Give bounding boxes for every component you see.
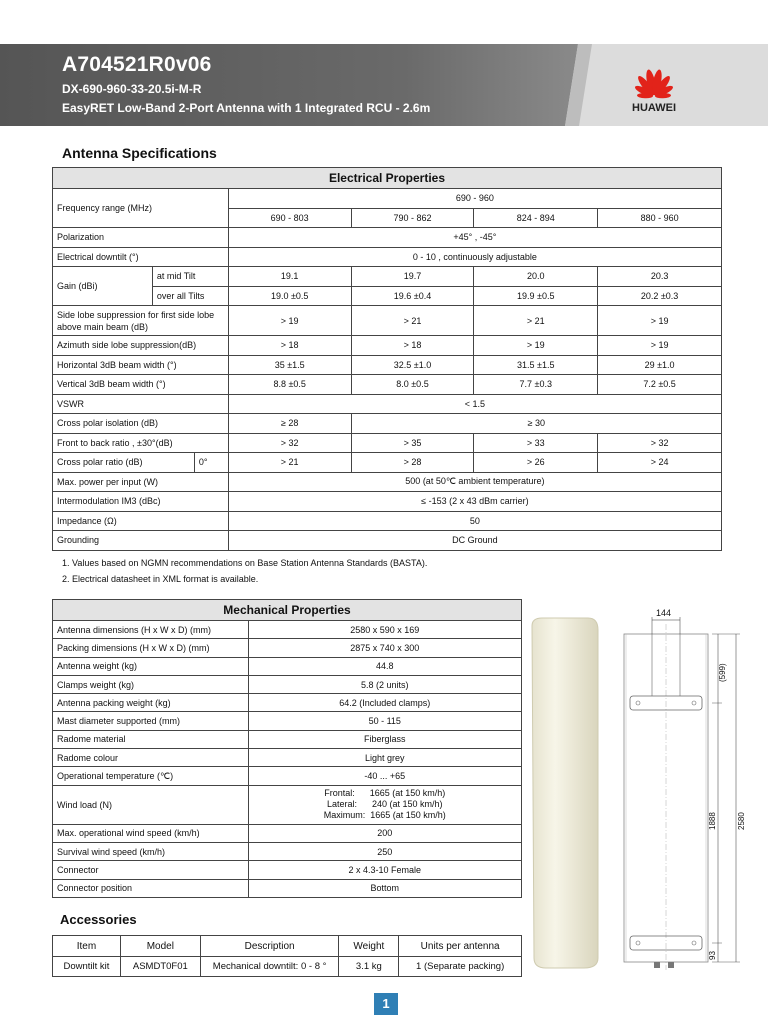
wind-maximum: Maximum: 1665 (at 150 km/h) (323, 810, 446, 821)
cell-value: > 32 (228, 433, 351, 453)
row-label: Antenna dimensions (H x W x D) (mm) (53, 621, 249, 639)
cell-value: -40 ... +65 (248, 767, 522, 785)
angle-label: 0° (194, 453, 228, 473)
cell-value: < 1.5 (228, 394, 721, 414)
table-row (53, 414, 722, 434)
row-label: Antenna weight (kg) (53, 657, 249, 675)
cell-value: ≥ 30 (351, 414, 721, 434)
table-row (53, 712, 522, 730)
table-row (53, 767, 522, 785)
cell-value: 44.8 (248, 657, 522, 675)
row-label: Front to back ratio , ±30°(dB) (53, 433, 229, 453)
table-row (53, 433, 722, 453)
cell-value: 31.5 ±1.5 (474, 355, 598, 375)
section-title-accessories: Accessories (60, 912, 137, 927)
table-row (53, 492, 722, 512)
cell-value: 7.7 ±0.3 (474, 375, 598, 395)
cell-value: 200 (248, 824, 522, 842)
product-description: EasyRET Low-Band 2-Port Antenna with 1 Integrated RCU - 2.6m (62, 101, 431, 115)
cell-value: > 21 (228, 453, 351, 473)
cell-value: 19.7 (351, 267, 474, 287)
cell-value: 2875 x 740 x 300 (248, 639, 522, 657)
col-header: Model (120, 936, 200, 957)
wind-lateral: Lateral: 240 (at 150 km/h) (326, 799, 443, 810)
row-label: Radome colour (53, 749, 249, 767)
model-number: DX-690-960-33-20.5i-M-R (62, 82, 202, 96)
cell-value: ASMDT0F01 (120, 957, 200, 977)
table-row (53, 247, 722, 267)
row-label: Gain (dBi) (53, 267, 153, 306)
cell-value: 5.8 (2 units) (248, 675, 522, 693)
cell-value: 1 (Separate packing) (399, 957, 522, 977)
col-header: Item (53, 936, 121, 957)
cell-value: 19.1 (228, 267, 351, 287)
table-row (53, 472, 722, 492)
cell-value: > 21 (474, 306, 598, 336)
electrical-properties-table (52, 167, 722, 551)
cell-value: 29 ±1.0 (598, 355, 722, 375)
dim-599-label: (599) (718, 663, 727, 682)
dim-width-label: 144 (656, 608, 672, 618)
table-row (53, 621, 522, 639)
document-id: A704521R0v06 (62, 53, 212, 76)
accessories-table (52, 935, 522, 977)
freq-total: 690 - 960 (228, 189, 721, 209)
cell-value: 35 ±1.5 (228, 355, 351, 375)
cell-value: 0 - 10 , continuously adjustable (228, 247, 721, 267)
cell-value: > 19 (598, 336, 722, 356)
row-label: Packing dimensions (H x W x D) (mm) (53, 639, 249, 657)
row-label: Horizontal 3dB beam width (°) (53, 355, 229, 375)
cell-value: 19.6 ±0.4 (351, 286, 474, 306)
row-label: Mast diameter supported (mm) (53, 712, 249, 730)
row-label: Radome material (53, 730, 249, 748)
table-row (53, 675, 522, 693)
cell-value: 20.0 (474, 267, 598, 287)
antenna-radome (532, 618, 598, 968)
cell-value: 7.2 ±0.5 (598, 375, 722, 395)
cell-value: > 28 (351, 453, 474, 473)
cell-value: 2580 x 590 x 169 (248, 621, 522, 639)
antenna-drawing (528, 600, 763, 978)
cell-value: 3.1 kg (339, 957, 399, 977)
dim-2580-label: 2580 (737, 812, 746, 830)
cell-value: > 18 (351, 336, 474, 356)
table-row (53, 394, 722, 414)
table-row (53, 694, 522, 712)
row-label: Max. power per input (W) (53, 472, 229, 492)
row-label: Connector position (53, 879, 249, 897)
cell-value: > 26 (474, 453, 598, 473)
table-row (53, 957, 522, 977)
cell-value: ≥ 28 (228, 414, 351, 434)
table-row (53, 657, 522, 675)
row-label: Survival wind speed (km/h) (53, 842, 249, 860)
table-row (53, 842, 522, 860)
row-label: Connector (53, 861, 249, 879)
table-row (53, 639, 522, 657)
table-header-row (53, 936, 522, 957)
row-label: Antenna packing weight (kg) (53, 694, 249, 712)
table-row (53, 511, 722, 531)
cell-value: > 32 (598, 433, 722, 453)
col-header: Weight (339, 936, 399, 957)
cell-value: 8.8 ±0.5 (228, 375, 351, 395)
mechanical-properties-table (52, 599, 522, 898)
table-row (53, 879, 522, 897)
row-label: Frequency range (MHz) (53, 189, 229, 228)
table-row (53, 336, 722, 356)
dim-93-label: 93 (708, 951, 717, 960)
cell-value: 50 (228, 511, 721, 531)
table-row (53, 375, 722, 395)
table-row (53, 286, 722, 306)
cell-value: 20.3 (598, 267, 722, 287)
table-row (53, 453, 722, 473)
table-row (53, 306, 722, 336)
col-header: Units per antenna (399, 936, 522, 957)
footnote-1: 1. Values based on NGMN recommendations on Base Station Antenna Standards (BASTA). (62, 558, 428, 568)
band-2: 790 - 862 (351, 208, 474, 228)
row-label: Cross polar ratio (dB) (53, 453, 195, 473)
row-label: Intermodulation IM3 (dBc) (53, 492, 229, 512)
footnote-2: 2. Electrical datasheet in XML format is available. (62, 574, 259, 584)
sub-label: over all Tilts (152, 286, 228, 306)
table-row (53, 861, 522, 879)
cell-value: > 19 (228, 306, 351, 336)
table-row (53, 355, 722, 375)
band-4: 880 - 960 (598, 208, 722, 228)
row-label: Grounding (53, 531, 229, 551)
table-row (53, 749, 522, 767)
cell-value: Downtilt kit (53, 957, 121, 977)
electrical-properties-title: Electrical Properties (53, 168, 722, 189)
table-row (53, 785, 522, 824)
wind-load-values (248, 785, 522, 824)
row-label: Max. operational wind speed (km/h) (53, 824, 249, 842)
cell-value: Bottom (248, 879, 522, 897)
cell-value: Light grey (248, 749, 522, 767)
cell-value: DC Ground (228, 531, 721, 551)
cell-value: 32.5 ±1.0 (351, 355, 474, 375)
page-number: 1 (374, 993, 398, 1015)
cell-value: > 19 (474, 336, 598, 356)
table-row (53, 228, 722, 248)
row-label: Operational temperature (℃) (53, 767, 249, 785)
dim-1888-label: 1888 (708, 812, 717, 830)
sub-label: at mid Tilt (152, 267, 228, 287)
row-label: Vertical 3dB beam width (°) (53, 375, 229, 395)
cell-value: 2 x 4.3-10 Female (248, 861, 522, 879)
cell-value: +45° , -45° (228, 228, 721, 248)
cell-value: Mechanical downtilt: 0 - 8 ° (200, 957, 339, 977)
cell-value: 500 (at 50℃ ambient temperature) (228, 472, 721, 492)
table-row (53, 267, 722, 287)
cell-value: 8.0 ±0.5 (351, 375, 474, 395)
cell-value: 19.0 ±0.5 (228, 286, 351, 306)
wind-frontal: Frontal: 1665 (at 150 km/h) (324, 788, 446, 799)
cell-value: > 19 (598, 306, 722, 336)
row-label: Wind load (N) (53, 785, 249, 824)
cell-value: 64.2 (Included clamps) (248, 694, 522, 712)
table-row (53, 189, 722, 209)
cell-value: ≤ -153 (2 x 43 dBm carrier) (228, 492, 721, 512)
band-3: 824 - 894 (474, 208, 598, 228)
row-label: Clamps weight (kg) (53, 675, 249, 693)
col-header: Description (200, 936, 339, 957)
cell-value: 20.2 ±0.3 (598, 286, 722, 306)
table-row (53, 730, 522, 748)
row-label: Cross polar isolation (dB) (53, 414, 229, 434)
row-label: VSWR (53, 394, 229, 414)
table-row (53, 824, 522, 842)
cell-value: 19.9 ±0.5 (474, 286, 598, 306)
section-title-antenna-specs: Antenna Specifications (62, 145, 217, 161)
cell-value: > 24 (598, 453, 722, 473)
cell-value: 50 - 115 (248, 712, 522, 730)
cell-value: > 33 (474, 433, 598, 453)
row-label: Electrical downtilt (°) (53, 247, 229, 267)
brand-name: HUAWEI (632, 102, 676, 114)
cell-value: > 21 (351, 306, 474, 336)
row-label: Impedance (Ω) (53, 511, 229, 531)
cell-value: 250 (248, 842, 522, 860)
mechanical-properties-title: Mechanical Properties (53, 600, 522, 621)
cell-value: Fiberglass (248, 730, 522, 748)
cell-value: > 35 (351, 433, 474, 453)
band-1: 690 - 803 (228, 208, 351, 228)
cell-value: > 18 (228, 336, 351, 356)
row-label: Polarization (53, 228, 229, 248)
table-row (53, 531, 722, 551)
row-label: Side lobe suppression for first side lobe above main beam (dB) (53, 306, 229, 336)
row-label: Azimuth side lobe suppression(dB) (53, 336, 229, 356)
